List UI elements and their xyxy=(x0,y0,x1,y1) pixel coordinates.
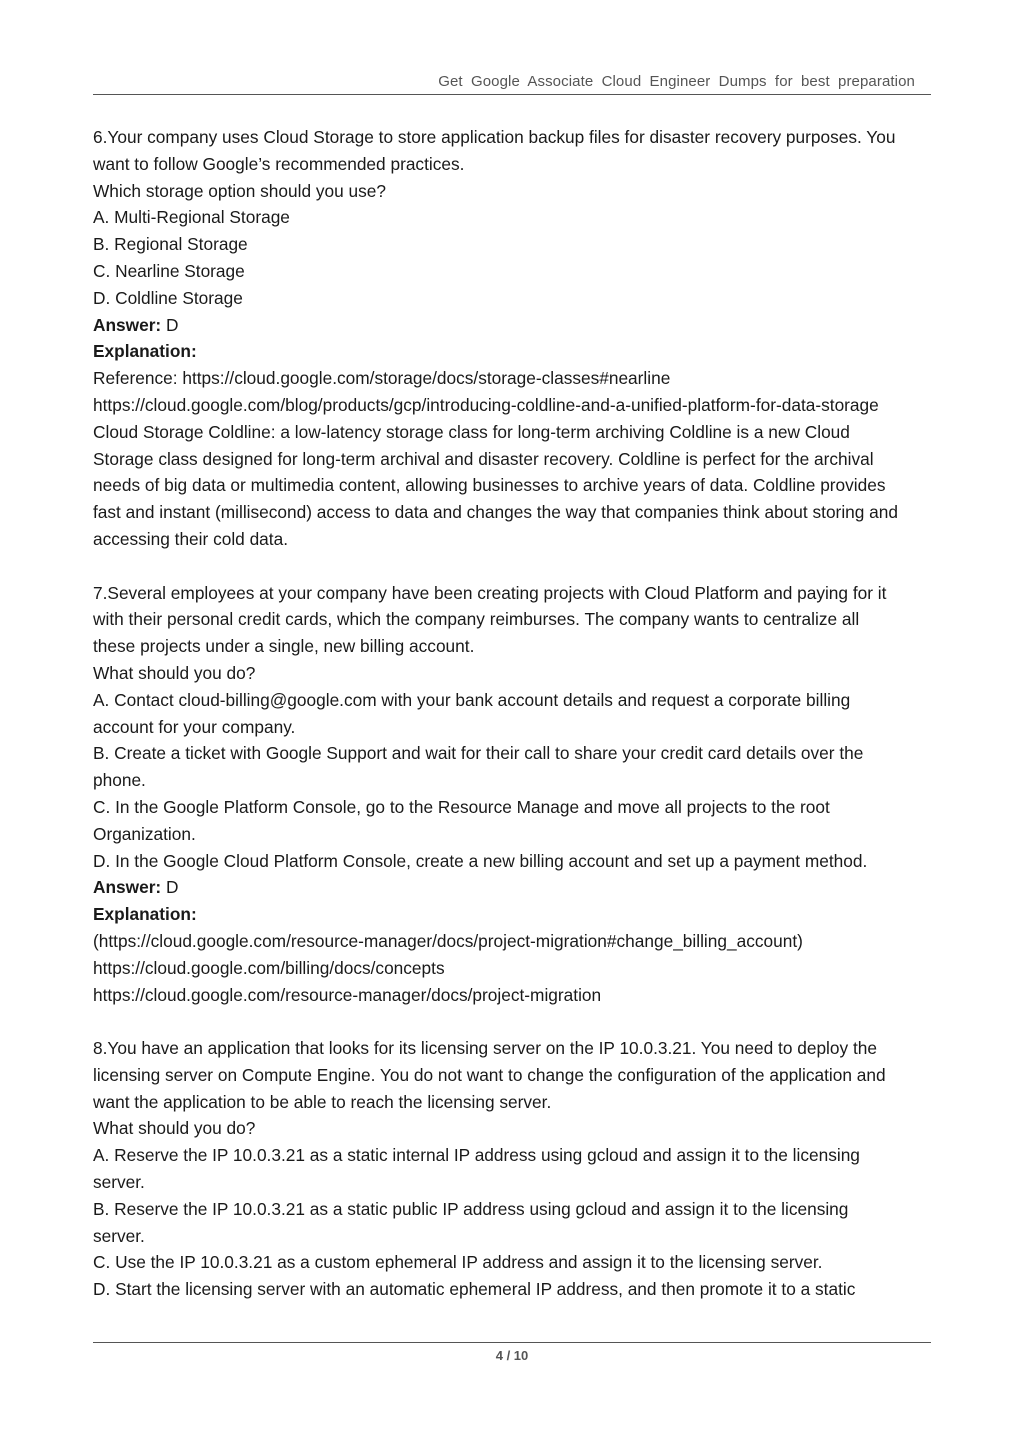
question-stem-line: want the application to be able to reach the licensing server. xyxy=(93,1091,552,1112)
question-stem-line: with their personal credit cards, which the company reimburses. The company wants to centralize all xyxy=(93,609,860,630)
explanation-text: needs of big data or multimedia content, allowing businesses to archive years of data. Coldline provides xyxy=(93,475,886,496)
spacer xyxy=(93,553,938,580)
explanation-line xyxy=(93,338,938,365)
explanation-line xyxy=(93,901,938,928)
question-8 xyxy=(93,1035,938,1303)
question-stem-line: these projects under a single, new billing account. xyxy=(93,636,475,657)
answer-option: server. xyxy=(93,1172,145,1193)
explanation-text: https://cloud.google.com/resource-manager/docs/project-migration xyxy=(93,984,602,1005)
spacer xyxy=(93,1008,938,1035)
page-number: 4 / 10 xyxy=(495,1348,529,1363)
page-content xyxy=(93,124,938,1303)
answer-option: C. Use the IP 10.0.3.21 as a custom ephemeral IP address and assign it to the licensing server. xyxy=(93,1252,823,1273)
question-prompt: Which storage option should you use? xyxy=(93,180,387,201)
question-stem-line: want to follow Google’s recommended practices. xyxy=(93,153,465,174)
question-stem-line: 8.You have an application that looks for its licensing server on the IP 10.0.3.21. You need to deploy the xyxy=(93,1038,877,1059)
answer-option: server. xyxy=(93,1225,145,1246)
answer-line xyxy=(93,874,938,901)
answer-value: D xyxy=(161,314,179,335)
explanation-text: accessing their cold data. xyxy=(93,528,289,549)
explanation-text: Cloud Storage Coldline: a low-latency storage class for long-term archiving Coldline is a new Cloud xyxy=(93,421,850,442)
explanation-text: Reference: https://cloud.google.com/storage/docs/storage-classes#nearline xyxy=(93,368,671,389)
answer-label: Answer: xyxy=(93,877,162,898)
question-stem-line: licensing server on Compute Engine. You do not want to change the configuration of the application and xyxy=(93,1064,886,1085)
answer-option: C. Nearline Storage xyxy=(93,260,245,281)
explanation-text: Storage class designed for long-term archival and disaster recovery. Coldline is perfect for the archival xyxy=(93,448,874,469)
answer-option: Organization. xyxy=(93,823,196,844)
answer-option: A. Contact cloud-billing@google.com with your bank account details and request a corporate billing xyxy=(93,689,851,710)
question-prompt: What should you do? xyxy=(93,662,256,683)
explanation-label: Explanation: xyxy=(93,904,197,925)
explanation-text: https://cloud.google.com/blog/products/gcp/introducing-coldline-and-a-unified-platform-for-data-storage xyxy=(93,394,879,415)
header-text: Get Google Associate Cloud Engineer Dumps for best preparation xyxy=(438,73,915,90)
page-header xyxy=(93,72,931,95)
answer-option: B. Regional Storage xyxy=(93,234,248,255)
answer-option: B. Reserve the IP 10.0.3.21 as a static public IP address using gcloud and assign it to the licensing xyxy=(93,1198,849,1219)
explanation-text: (https://cloud.google.com/resource-manager/docs/project-migration#change_billing_account) xyxy=(93,930,803,951)
answer-option: phone. xyxy=(93,770,146,791)
explanation-text: fast and instant (millisecond) access to data and changes the way that companies think about storing and xyxy=(93,502,899,523)
answer-option: D. Start the licensing server with an automatic ephemeral IP address, and then promote it to a static xyxy=(93,1279,856,1300)
question-7 xyxy=(93,580,938,1009)
page-footer xyxy=(93,1342,931,1363)
explanation-label: Explanation: xyxy=(93,341,197,362)
answer-option: D. Coldline Storage xyxy=(93,287,243,308)
question-6 xyxy=(93,124,938,553)
explanation-text: https://cloud.google.com/billing/docs/concepts xyxy=(93,957,445,978)
answer-option: A. Reserve the IP 10.0.3.21 as a static internal IP address using gcloud and assign it to the licensing xyxy=(93,1145,860,1166)
answer-option: B. Create a ticket with Google Support and wait for their call to share your credit card details over the xyxy=(93,743,864,764)
question-prompt: What should you do? xyxy=(93,1118,256,1139)
answer-line xyxy=(93,312,938,339)
answer-option: D. In the Google Cloud Platform Console, create a new billing account and set up a payment method. xyxy=(93,850,868,871)
answer-value: D xyxy=(161,877,179,898)
answer-label: Answer: xyxy=(93,314,162,335)
answer-option: A. Multi-Regional Storage xyxy=(93,207,290,228)
question-stem-line: 7.Several employees at your company have been creating projects with Cloud Platform and paying for it xyxy=(93,582,887,603)
question-stem-line: 6.Your company uses Cloud Storage to store application backup files for disaster recovery purposes. You xyxy=(93,127,896,147)
answer-option: C. In the Google Platform Console, go to the Resource Manage and move all projects to the root xyxy=(93,796,830,817)
answer-option: account for your company. xyxy=(93,716,296,737)
